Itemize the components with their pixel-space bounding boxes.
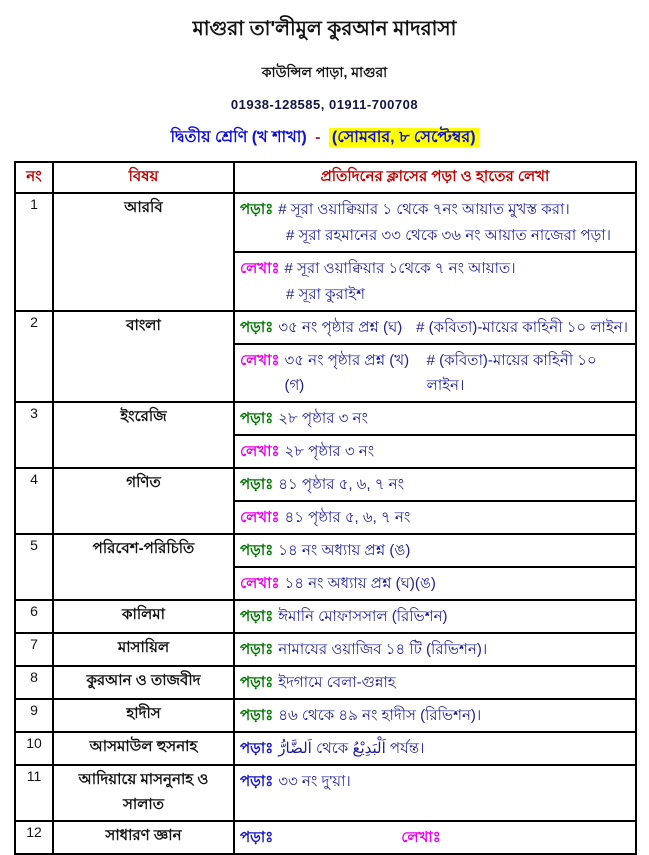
table-row (15, 732, 636, 765)
subject-cell: পরিবেশ-পরিচিতি (53, 534, 234, 600)
subject-cell: আরবি (53, 193, 234, 311)
subject-cell: কুরআন ও তাজবীদ (53, 666, 234, 699)
row-number: 4 (15, 468, 53, 534)
lekha-cell (234, 501, 636, 534)
pora-label: পড়াঃ (240, 476, 274, 493)
pora-line (240, 735, 630, 762)
subject-cell: গণিত (53, 468, 234, 534)
subject-cell: বাংলা (53, 311, 234, 402)
pora-text: ৪১ পৃষ্ঠার ৫, ৬, ৭ নং (278, 476, 405, 493)
pora-label: পড়াঃ (240, 542, 274, 559)
pora-text: ঈমানি মোফাসসাল (রিভিশন) (278, 608, 448, 625)
pora-cell (234, 534, 636, 567)
pora-text: ১৪ নং অধ্যায় প্রশ্ন (ঙ) (278, 542, 411, 559)
address-subtitle: কাউন্সিল পাড়া, মাগুরা (261, 64, 388, 80)
lekha-label: লেখাঃ (240, 352, 280, 369)
lekha-cell (234, 567, 636, 600)
lekha-text: # সূরা ওয়াক্বিয়ার ১থেকে ৭ নং আয়াত। (284, 260, 516, 277)
pora-line (240, 196, 630, 223)
table-row (15, 666, 636, 699)
lekha-text: ১৪ নং অধ্যায় প্রশ্ন (ঘ)(ঙ) (284, 575, 436, 592)
col-header-lessons: প্রতিদিনের ক্লাসের পড়া ও হাতের লেখা (234, 162, 636, 193)
pora-cell (234, 193, 636, 252)
pora-text-2: # সূরা রহমানের ৩৩ থেকে ৩৬ নং আয়াত নাজেরা পড়া। (286, 227, 612, 244)
lesson-table (14, 161, 637, 855)
subject-cell: আসমাউল হুসনাহ (53, 732, 234, 765)
lekha-line (240, 504, 630, 531)
pora-cell (234, 311, 636, 344)
row-number: 3 (15, 402, 53, 468)
pora-label: পড়াঃ (240, 201, 274, 218)
lekha-text: ৩৫ নং পৃষ্ঠার প্রশ্ন (খ)(গ) (284, 352, 410, 394)
lekha-label: লেখাঃ (240, 509, 280, 526)
pora-text: # সূরা ওয়াক্বিয়ার ১ থেকে ৭নং আয়াত মুখস্ত করা। (278, 201, 570, 218)
pora-text: اَلضَّارُّ থেকে اَلْبَدِيْعُ পর্যন্ত। (278, 740, 425, 757)
pora-label: পড়াঃ (240, 707, 274, 724)
lekha-line (240, 255, 630, 282)
subject-cell: আদিয়ায়ে মাসনুনাহ ও সালাত (53, 765, 234, 821)
pora-cell (234, 732, 636, 765)
col-header-subject: বিষয় (53, 162, 234, 193)
table-header-row (15, 162, 636, 193)
separator-dash: - (315, 129, 321, 146)
table-row (15, 821, 636, 854)
pora-line (240, 669, 630, 696)
pora-cell (234, 402, 636, 435)
pora-lekha-line (240, 824, 630, 851)
table-row (15, 633, 636, 666)
pora-lekha-cell (234, 821, 636, 854)
pora-line (240, 636, 630, 663)
lekha-label: লেখাঃ (240, 575, 280, 592)
table-row (15, 193, 636, 252)
pora-text: ২৮ পৃষ্ঠার ৩ নং (278, 410, 368, 427)
lekha-label: লেখাঃ (240, 443, 280, 460)
table-row (15, 699, 636, 732)
row-number: 10 (15, 732, 53, 765)
lekha-line (240, 347, 630, 399)
lekha-line (240, 438, 630, 465)
pora-text: ৩৩ নং দু'য়া। (278, 773, 351, 790)
pora-label: পড়াঃ (240, 740, 274, 757)
table-row (15, 468, 636, 501)
pora-line (240, 702, 630, 729)
lekha-text: ২৮ পৃষ্ঠার ৩ নং (284, 443, 375, 460)
pora-label: পড়াঃ (240, 608, 274, 625)
col-header-num: নং (15, 162, 53, 193)
table-row (15, 402, 636, 435)
page-title: মাগুরা তা'লীমুল কুরআন মাদরাসা (192, 18, 457, 40)
row-number: 7 (15, 633, 53, 666)
phone-numbers: 01938-128585, 01911-700708 (230, 97, 419, 112)
subject-cell: মাসায়িল (53, 633, 234, 666)
pora-text-right: # (কবিতা)-মায়ের কাহিনী ১০ লাইন। (416, 319, 628, 336)
row-number: 6 (15, 600, 53, 633)
pora-cell (234, 666, 636, 699)
pora-label: পড়াঃ (240, 319, 274, 336)
pora-cell (234, 699, 636, 732)
pora-label: পড়াঃ (240, 773, 274, 790)
pora-cell (234, 600, 636, 633)
date-highlight: (সোমবার, ৮ সেপ্টেম্বর) (329, 128, 479, 147)
pora-cell (234, 468, 636, 501)
table-row (15, 311, 636, 344)
pora-text: ৩৫ নং পৃষ্ঠার প্রশ্ন (ঘ) (278, 319, 403, 336)
row-number: 2 (15, 311, 53, 402)
pora-text: নামাযের ওয়াজিব ১৪ টি (রিভিশন)। (278, 641, 488, 658)
pora-cell (234, 765, 636, 821)
lekha-text-right: # (কবিতা)-মায়ের কাহিনী ১০ লাইন। (426, 352, 597, 394)
table-row (15, 600, 636, 633)
table-row (15, 534, 636, 567)
pora-line (240, 405, 630, 432)
pora-cell (234, 633, 636, 666)
lekha-label: লেখাঃ (401, 829, 441, 846)
class-name: দ্বিতীয় শ্রেণি (খ শাখা) (170, 129, 307, 146)
row-number: 9 (15, 699, 53, 732)
pora-line (240, 768, 630, 795)
subject-cell: হাদীস (53, 699, 234, 732)
pora-text: ৪৬ থেকে ৪৯ নং হাদীস (রিভিশন)। (278, 707, 482, 724)
row-number: 8 (15, 666, 53, 699)
pora-line (240, 471, 630, 498)
subject-cell: ইংরেজি (53, 402, 234, 468)
pora-label: পড়াঃ (240, 641, 274, 658)
row-number: 11 (15, 765, 53, 821)
lekha-text: ৪১ পৃষ্ঠার ৫, ৬, ৭ নং (284, 509, 411, 526)
lekha-line (240, 570, 630, 597)
subject-cell: সাধারণ জ্ঞান (53, 821, 234, 854)
lekha-cell (234, 344, 636, 402)
lekha-cell (234, 252, 636, 311)
row-number: 1 (15, 193, 53, 311)
lekha-cell (234, 435, 636, 468)
lekha-label: লেখাঃ (240, 260, 280, 277)
lekha-text-2: # সূরা কুরাইশ (286, 286, 365, 303)
pora-line (240, 314, 630, 341)
pora-label: পড়াঃ (240, 410, 274, 427)
pora-line (240, 537, 630, 564)
class-line (14, 124, 635, 151)
row-number: 5 (15, 534, 53, 600)
pora-line (240, 603, 630, 630)
table-row (15, 765, 636, 821)
pora-text: ইদগামে বেলা-গুন্নাহ (278, 674, 396, 691)
row-number: 12 (15, 821, 53, 854)
pora-label: পড়াঃ (240, 674, 274, 691)
subject-cell: কালিমা (53, 600, 234, 633)
pora-label: পড়াঃ (240, 829, 274, 846)
